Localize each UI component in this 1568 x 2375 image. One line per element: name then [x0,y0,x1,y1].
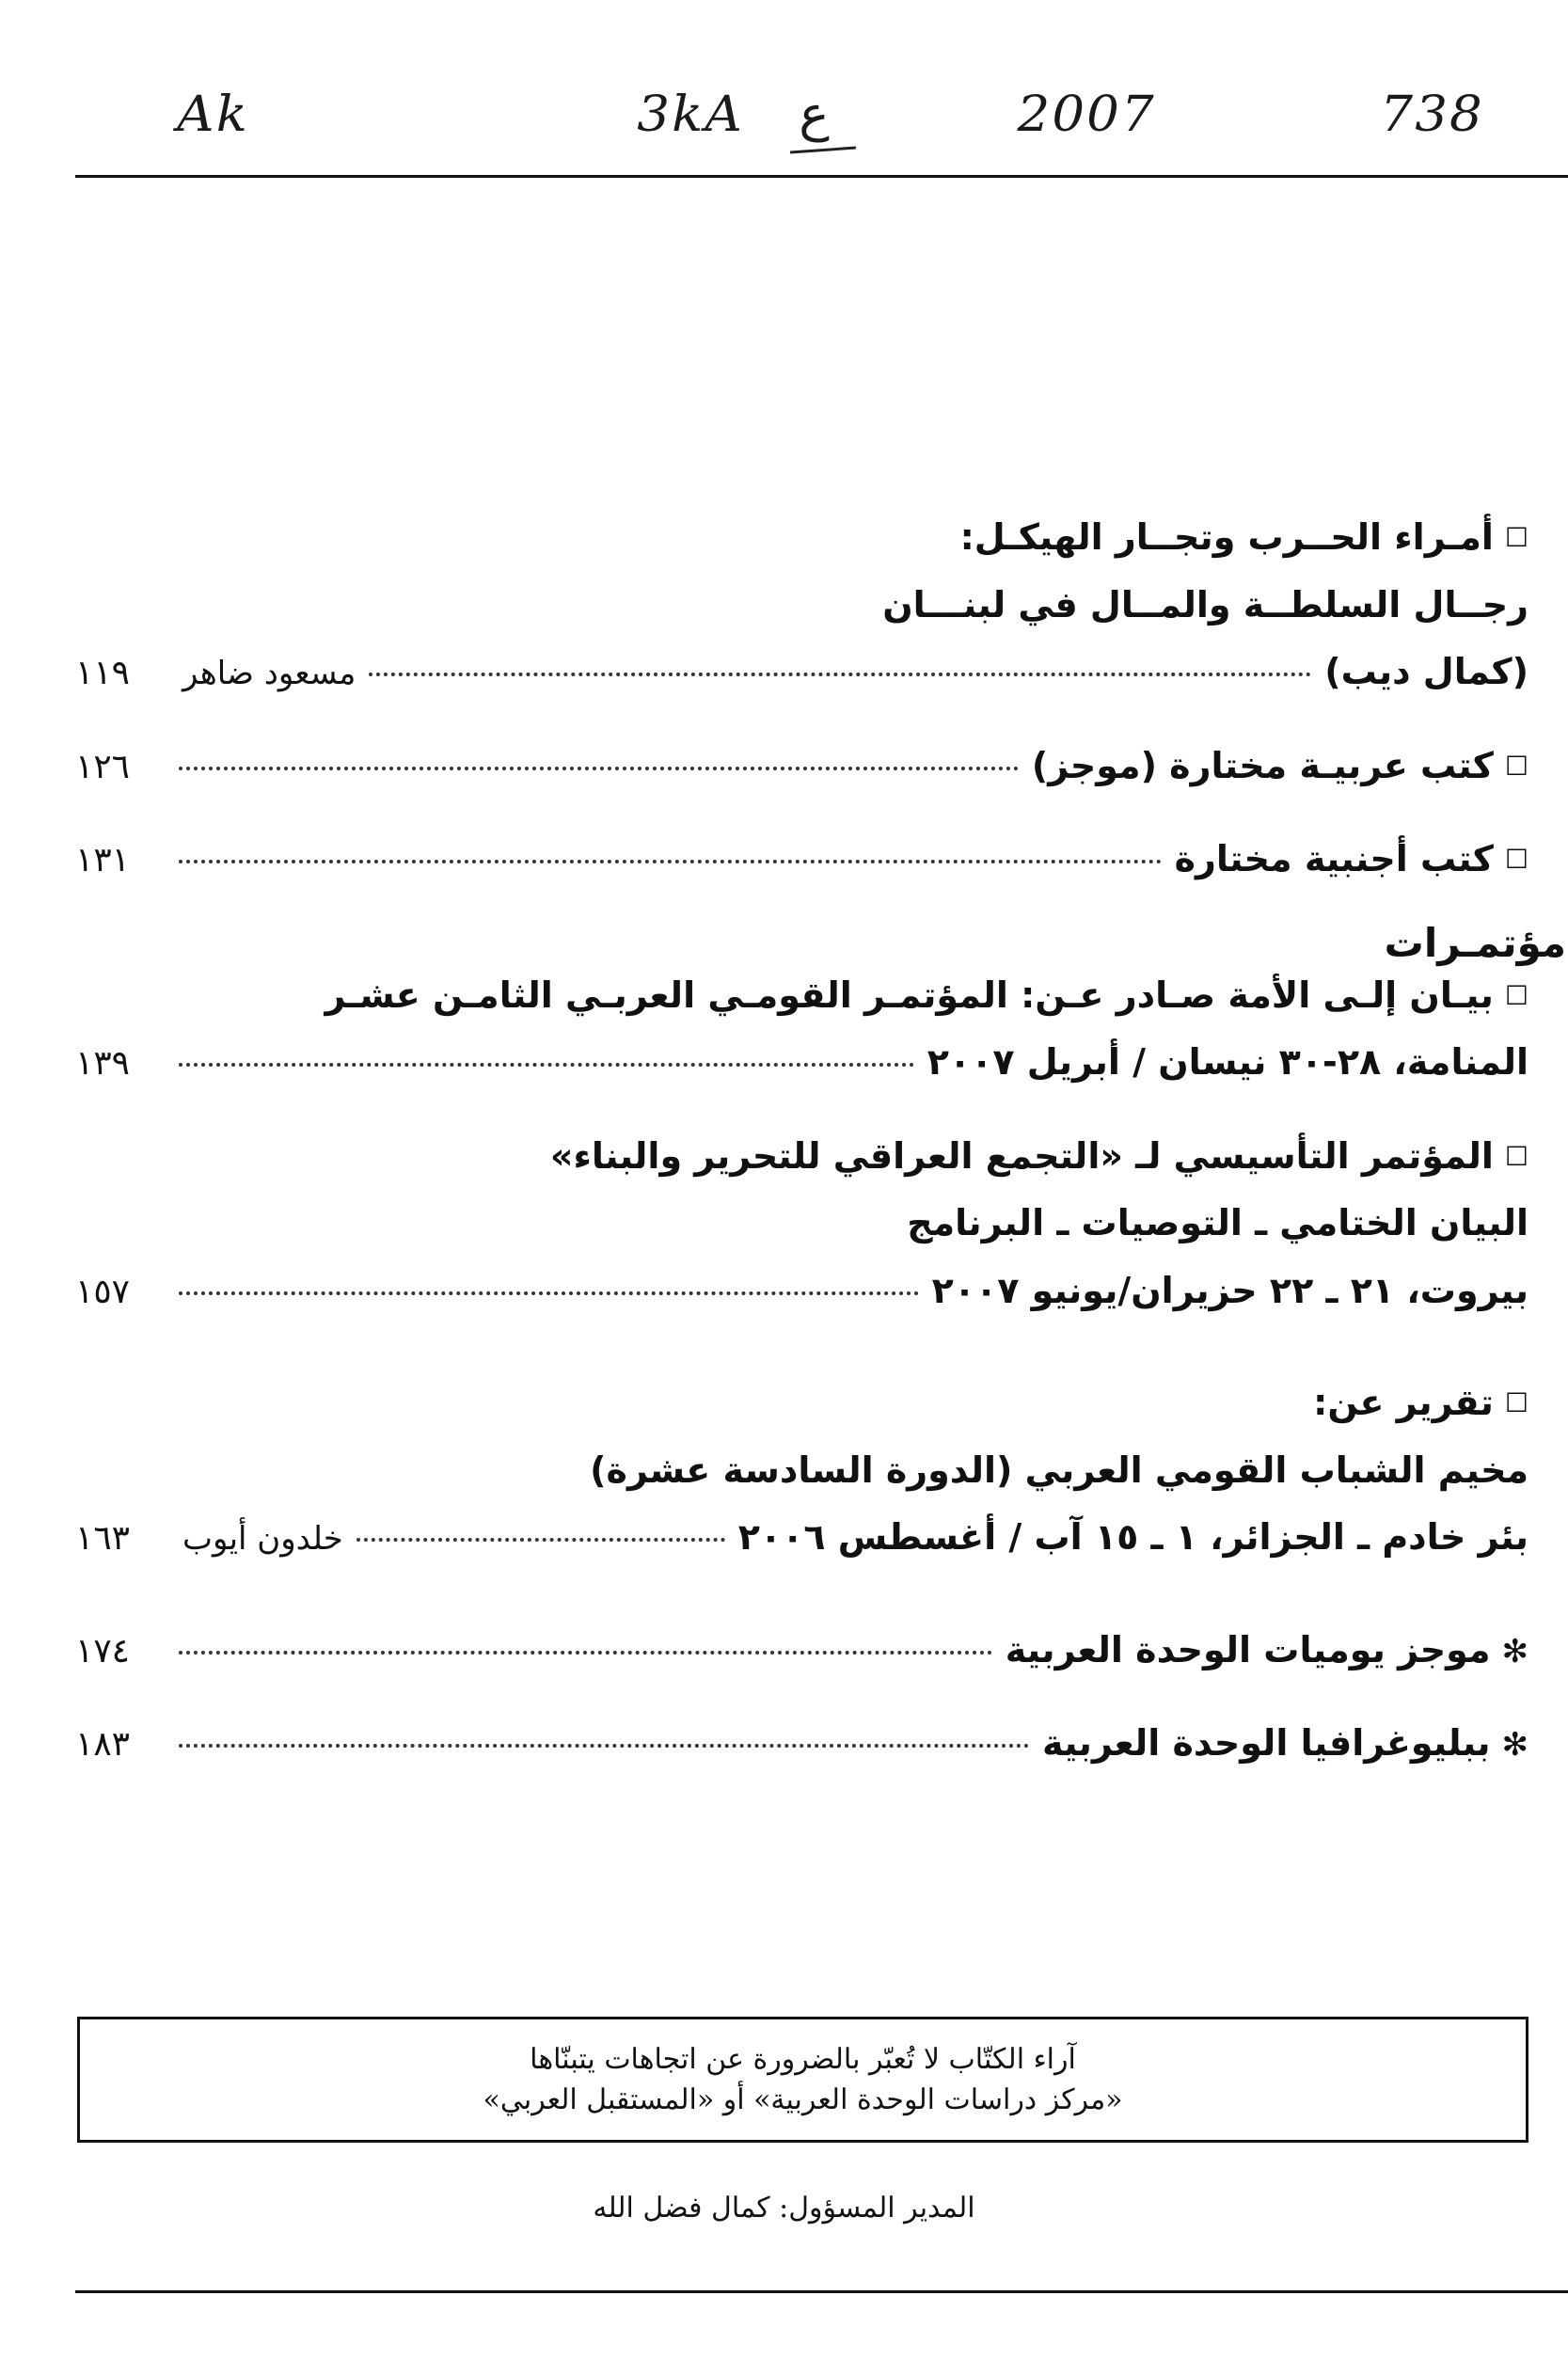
table-of-contents [75,515,1566,1766]
toc-entry-line [75,650,1528,695]
toc-entry-title: أمـراء الحــرب وتجــار الهيكـل: [959,516,1494,558]
dot-leader [179,1744,1029,1748]
handwritten-letter: ع [799,87,830,143]
dot-leader [369,673,1311,676]
square-bullet-icon: ☐ [1504,750,1528,782]
toc-entry-line [75,1449,1528,1494]
page-number: ١٦٣ [75,1519,131,1558]
toc-entry-line [75,1134,1528,1180]
square-bullet-icon: ☐ [1504,522,1528,553]
handwritten-code: 3kA [637,87,744,143]
square-bullet-icon: ☐ [1504,1140,1528,1172]
toc-entry-subtitle: بئر خادم ـ الجزائر، ١ ـ ١٥ آب / أغسطس ٢٠٠٦ [737,1516,1528,1558]
page-number: ١٣١ [75,841,131,879]
toc-entry-line [75,1628,1528,1673]
dot-leader [179,860,1162,863]
toc-entry-subtitle: المنامة، ٢٨-٣٠ نيسان / أبريل ٢٠٠٧ [927,1041,1528,1083]
toc-entry-line [75,1515,1528,1560]
square-bullet-icon: ☐ [1504,1387,1528,1418]
toc-entry-line [75,1201,1528,1246]
toc-entry-title: ببليوغرافيا الوحدة العربية [1042,1722,1491,1764]
handwritten-underline [790,147,856,154]
disclaimer-box [77,2017,1528,2143]
dot-leader [179,1063,914,1067]
handwritten-number: 738 [1380,87,1484,143]
toc-entry-title: كتب أجنبية مختارة [1174,838,1494,879]
toc-entry-subtitle: مخيم الشباب القومي العربي (الدورة السادسة عشرة) [590,1449,1528,1491]
toc-entry-line [75,1040,1528,1085]
toc-entry-line [75,974,1528,1019]
handwritten-year: 2007 [1017,87,1156,143]
page-number: ١١٩ [75,654,131,692]
toc-entry-author: خلدون أيوب [182,1520,343,1558]
toc-entry-title: كتب عربيـة مختارة (موجز) [1031,744,1494,786]
page-number: ١٣٩ [75,1044,131,1083]
square-bullet-icon: ☐ [1504,844,1528,875]
page-number: ١٢٦ [75,747,131,786]
page-number: ١٥٧ [75,1272,131,1311]
toc-entry-subtitle: رجــال السلطــة والمــال في لبنـــان [882,583,1528,625]
footer-rule [75,2290,1568,2293]
toc-entry-line [75,1381,1528,1426]
toc-entry-subtitle: بيروت، ٢١ ـ ٢٢ حزيران/يونيو ٢٠٠٧ [931,1269,1528,1311]
disclaimer-line: آراء الكتّاب لا تُعبّر بالضرورة عن اتجاهات يتبنّاها [530,2042,1076,2076]
toc-entry-line [75,744,1528,789]
toc-entry-line [75,583,1528,628]
header-rule [75,175,1568,178]
toc-entry-line [75,837,1528,882]
dot-leader [179,1291,919,1295]
toc-entry-reviewed-author: (كمال ديب) [1324,651,1528,692]
dot-leader [179,767,1019,770]
toc-entry-line [75,1721,1528,1766]
toc-entry-title: بيـان إلـى الأمة صـادر عـن: المؤتمـر القومـي العربـي الثامـن عشـر [325,974,1494,1016]
toc-entry-title: المؤتمر التأسيسي لـ «التجمع العراقي للتحرير والبناء» [549,1134,1494,1177]
section-heading: مؤتمـرات [1384,919,1566,966]
dot-leader [179,1651,992,1655]
toc-entry-subtitle: البيان الختامي ـ التوصيات ـ البرنامج [907,1202,1528,1243]
page-number: ١٨٣ [75,1725,131,1764]
asterisk-bullet-icon: ✻ [1501,1632,1528,1670]
toc-entry-title: تقرير عن: [1313,1382,1494,1423]
disclaimer-line: «مركز دراسات الوحدة العربية» أو «المستقبل العربي» [483,2083,1123,2116]
toc-entry-title: موجز يوميات الوحدة العربية [1005,1628,1491,1670]
dot-leader [356,1538,725,1542]
toc-entry-line [75,1269,1528,1314]
page-number: ١٧٤ [75,1631,131,1670]
asterisk-bullet-icon: ✻ [1501,1726,1528,1764]
toc-entry-line [75,515,1528,561]
toc-entry-author: مسعود ضاهر [182,655,356,692]
director-credit: المدير المسؤول: كمال فضل الله [593,2192,975,2225]
handwritten-mark: Ak [177,87,249,143]
square-bullet-icon: ☐ [1504,979,1528,1011]
